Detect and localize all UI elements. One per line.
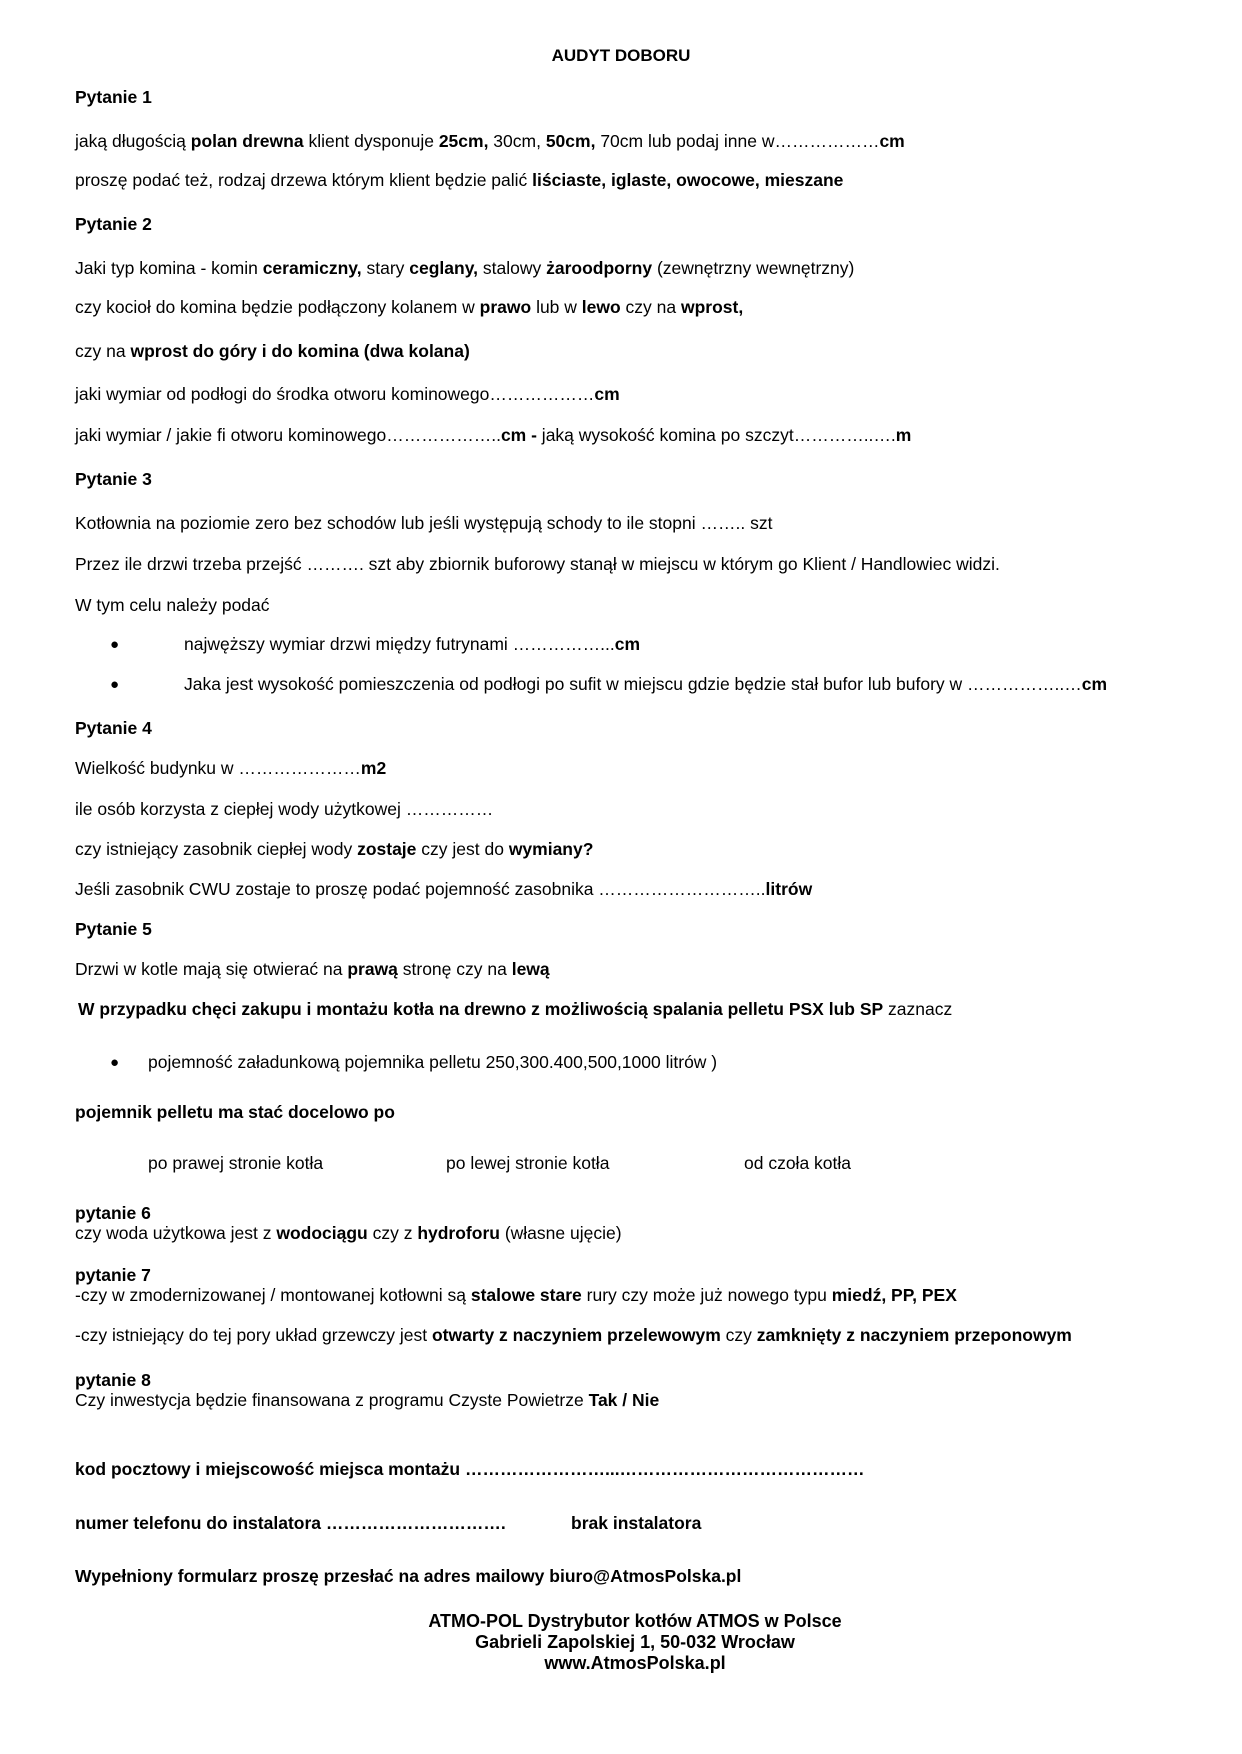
footer-website: www.AtmosPolska.pl xyxy=(544,1653,726,1673)
question-4-heading: Pytanie 4 xyxy=(75,718,152,738)
q5-pellet-line: W przypadku chęci zakupu i montażu kotła na drewno z możliwością spalania pelletu PSX lub SP zaznacz xyxy=(78,999,953,1019)
q4-tank-line: czy istniejący zasobnik ciepłej wody zostaje czy jest do wymiany? xyxy=(75,839,594,859)
q2-straight-up-line: czy na wprost do góry i do komina (dwa kolana) xyxy=(75,341,470,361)
q5-pellet-position-line: pojemnik pelletu ma stać docelowo po xyxy=(75,1102,395,1122)
q2-floor-height-line: jaki wymiar od podłogi do środka otworu kominowego………………cm xyxy=(75,384,620,404)
no-installer-option: brak instalatora xyxy=(571,1513,702,1533)
q1-wood-type-line: proszę podać też, rodzaj drzewa którym klient będzie palić liściaste, iglaste, owocowe, mieszane xyxy=(75,170,844,190)
q5-door-side-line: Drzwi w kotle mają się otwierać na prawą stronę czy na lewą xyxy=(75,959,550,979)
q3-intro-line: W tym celu należy podać xyxy=(75,595,270,615)
q3-door-width-item: najwęższy wymiar drzwi między futrynami ……………...cm xyxy=(184,634,641,654)
q4-tank-capacity-line: Jeśli zasobnik CWU zostaje to proszę podać pojemność zasobnika ………………………..litrów xyxy=(75,879,813,899)
q7-pipes-line: -czy w zmodernizowanej / montowanej kotłowni są stalowe stare rury czy może już nowego typu miedź, PP, PEX xyxy=(75,1285,957,1305)
footer-address: Gabrieli Zapolskiej 1, 50-032 Wrocław xyxy=(475,1632,795,1652)
q3-room-height-item: Jaka jest wysokość pomieszczenia od podłogi po sufit w miejscu gdzie będzie stał bufor lub bufory w ……………..…cm xyxy=(184,674,1108,694)
q5-pellet-capacity-item: pojemność załadunkową pojemnika pelletu 250,300.400,500,1000 litrów ) xyxy=(148,1052,718,1072)
q2-connection-line: czy kocioł do komina będzie podłączony kolanem w prawo lub w lewo czy na wprost, xyxy=(75,297,744,317)
installer-phone-field: numer telefonu do instalatora …………………………. xyxy=(75,1513,506,1533)
footer-company: ATMO-POL Dystrybutor kotłów ATMOS w Polsce xyxy=(428,1611,842,1631)
bullet-icon: ● xyxy=(110,636,120,653)
q2-diameter-line: jaki wymiar / jakie fi otworu kominowego………………..cm - jaką wysokość komina po szczyt…………..….m xyxy=(75,425,912,445)
q6-water-source-line: czy woda użytkowa jest z wodociągu czy z hydroforu (własne ujęcie) xyxy=(75,1223,622,1243)
q7-system-line: -czy istniejący do tej pory układ grzewczy jest otwarty z naczyniem przelewowym czy zamknięty z naczyniem przeponowym xyxy=(75,1325,1072,1345)
q2-chimney-type-line: Jaki typ komina - komin ceramiczny, stary ceglany, stalowy żaroodporny (zewnętrzny wewnętrzny) xyxy=(75,258,855,278)
email-instruction: Wypełniony formularz proszę przesłać na adres mailowy biuro@AtmosPolska.pl xyxy=(75,1566,742,1586)
bullet-icon: ● xyxy=(110,676,120,693)
q5-option-right: po prawej stronie kotła xyxy=(148,1153,324,1173)
question-1-heading: Pytanie 1 xyxy=(75,87,152,107)
question-2-heading: Pytanie 2 xyxy=(75,214,152,234)
question-7-heading: pytanie 7 xyxy=(75,1265,151,1285)
q8-funding-line: Czy inwestycja będzie finansowana z programu Czyste Powietrze Tak / Nie xyxy=(75,1390,660,1410)
question-6-heading: pytanie 6 xyxy=(75,1203,151,1223)
q5-option-left: po lewej stronie kotła xyxy=(446,1153,610,1173)
question-5-heading: Pytanie 5 xyxy=(75,919,152,939)
question-3-heading: Pytanie 3 xyxy=(75,469,152,489)
q3-doors-line: Przez ile drzwi trzeba przejść ………. szt aby zbiornik buforowy stanął w miejscu w którym go Klient / Handlowiec widzi. xyxy=(75,554,1000,574)
q4-persons-line: ile osób korzysta z ciepłej wody użytkowej …………… xyxy=(75,799,494,819)
question-8-heading: pytanie 8 xyxy=(75,1370,151,1390)
q4-building-size-line: Wielkość budynku w …………………m2 xyxy=(75,758,387,778)
document-title: AUDYT DOBORU xyxy=(551,46,691,65)
q1-wood-length-line: jaką długością polan drewna klient dysponuje 25cm, 30cm, 50cm, 70cm lub podaj inne w………………cm xyxy=(75,131,905,151)
bullet-icon: ● xyxy=(110,1054,120,1071)
postal-code-field: kod pocztowy i miejscowość miejsca montażu ……………………...…………………………………… xyxy=(75,1459,865,1479)
q3-stairs-line: Kotłownia na poziomie zero bez schodów lub jeśli występują schody to ile stopni …….. szt xyxy=(75,513,773,533)
q5-option-front: od czoła kotła xyxy=(744,1153,852,1173)
